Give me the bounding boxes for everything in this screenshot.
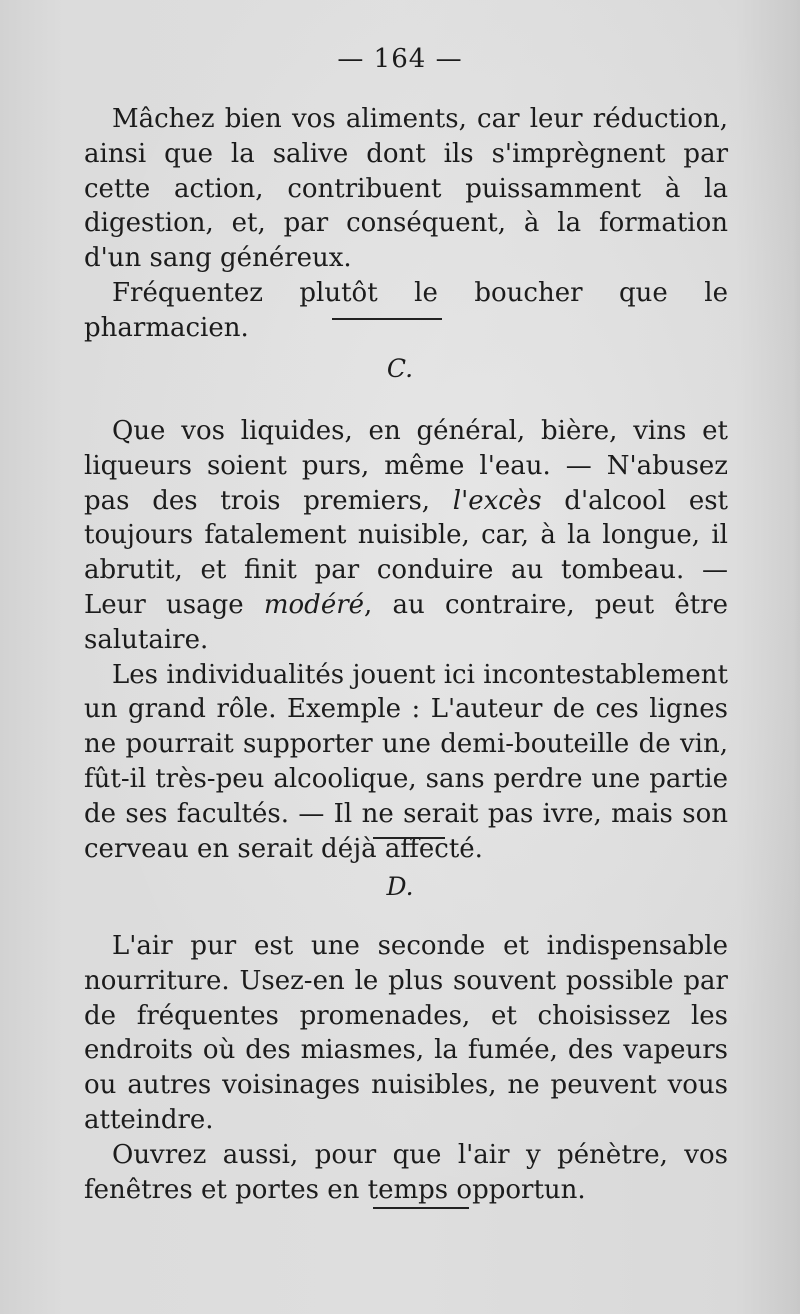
section-d-text: [84, 929, 728, 1207]
paragraph: Les individualités jouent ici incontestablement un grand rôle. Exemple : L'auteur de ces lignes ne pourrait supporter une demi-bouteille de vin, fût-il très-peu alcoolique, sans perdre une partie de ses facultés. — Il ne serait pas ivre, mais son cerveau en serait déjà affecté.: [84, 659, 728, 864]
section-heading-d: D.: [386, 872, 414, 901]
paragraph: Fréquentez plutôt le boucher que le pharmacien.: [84, 277, 728, 343]
paragraph: Mâchez bien vos aliments, car leur réduction, ainsi que la salive dont ils s'imprègnent par cette action, contribuent puissamment à la digestion, et, par conséquent, à la formation d'un sang généreux.: [84, 104, 728, 274]
section-c-text: [84, 414, 728, 866]
page-number: — 164 —: [337, 44, 463, 74]
paragraph: Ouvrez aussi, pour que l'air y pénètre, vos fenêtres et portes en temps opportun.: [84, 1139, 728, 1205]
section-divider: [332, 318, 442, 320]
paragraph: L'air pur est une seconde et indispensable nourriture. Usez-en le plus souvent possible par de fréquentes promenades, et choisissez les endroits où des miasmes, la fumée, des vapeurs ou autres voisinages nuisibles, ne peuvent vous atteindre.: [84, 931, 728, 1135]
section-heading-c: C.: [386, 354, 414, 383]
section-divider: [373, 1207, 469, 1209]
paragraph: Que vos liquides, en général, bière, vins et liqueurs soient purs, même l'eau. — N'abusez pas des trois premiers, l'excès d'alcool est toujours fatalement nuisible, car, à la longue, il abrutit, et finit par conduire au tombeau. — Leur usage modéré, au contraire, peut être salutaire.: [84, 416, 728, 655]
section-b-tail-text: [84, 102, 728, 346]
emphasis-text: modéré: [263, 589, 365, 620]
section-divider: [373, 837, 445, 839]
emphasis-text: l'excès: [452, 485, 542, 516]
